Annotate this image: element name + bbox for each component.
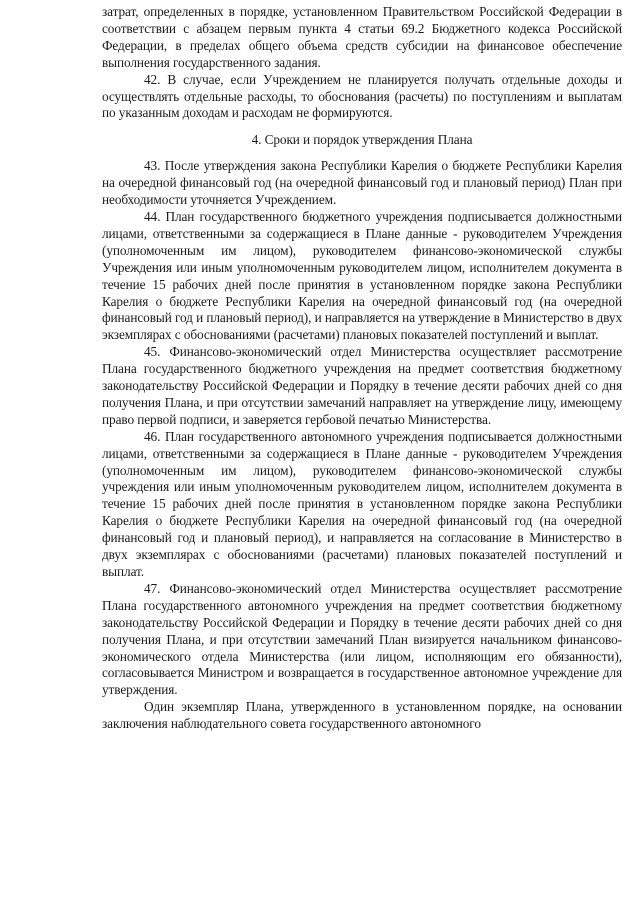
section-heading-4: 4. Сроки и порядок утверждения Плана <box>251 132 473 148</box>
paragraph-44: 44. План государственного бюджетного учреждения подписывается должностными лицами, ответственными за содержащиеся в Плане данные - руководителем Учреждения (уполномоченным им лицом), руководителем финансово-экономической службы Учреждения или иным уполномоченным руководителем лицом, исполнителем документа в течение 15 рабочих дней после принятия в установленном порядке закона Республики Карелия о бюджете Республики Карелия на очередной финансовый год (на очередной финансовый год и плановый период), и направляется на утверждение в Министерство в двух экземплярах с обоснованиями (расчетами) плановых показателей поступлений и выплат. <box>102 208 622 343</box>
paragraph-43: 43. После утверждения закона Республики Карелия о бюджете Республики Карелия на очередной финансовый год (на очередной финансовый год и плановый период) План при необходимости уточняется Учреждением. <box>102 158 622 208</box>
paragraph-42: 42. В случае, если Учреждением не планируется получать отдельные доходы и осуществлять отдельные расходы, то обоснования (расчеты) по поступлениям и выплатам по указанным доходам и расходам не формируются. <box>102 71 622 121</box>
paragraph-48: Один экземпляр Плана, утвержденного в установленном порядке, на основании заключения наблюдательного совета государственного автономного <box>102 699 622 732</box>
paragraph-47: 47. Финансово-экономический отдел Министерства осуществляет рассмотрение Плана государственного автономного учреждения на предмет соответствия бюджетному законодательству Российской Федерации и Порядку в течение десяти рабочих дней со дня получения Плана, и при отсутствии замечаний План визируется начальником финансово-экономического отдела Министерства (или лицом, исполняющим его обязанности), согласовывается Министром и возвращается в государственное автономное учреждение для утверждения. <box>102 580 622 698</box>
paragraph-46: 46. План государственного автономного учреждения подписывается должностными лицами, ответственными за содержащиеся в Плане данные - руководителем Учреждения (уполномоченным им лицом), руководителем финансово-экономической службы учреждения или иным уполномоченным руководителем лицом, исполнителем документа в течение 15 рабочих дней после принятия в установленном порядке закона Республики Карелия о бюджете Республики Карелия на очередной финансовый год (на очередной финансовый год и плановый период), и направляется на согласование в Министерство в двух экземплярах с обоснованиями (расчетами) плановых показателей поступлений и выплат. <box>102 428 622 579</box>
paragraph-continuation: затрат, определенных в порядке, установленном Правительством Российской Федерации в соответствии с абзацем первым пункта 4 статьи 69.2 Бюджетного кодекса Российской Федерации, в пределах общего объема средств субсидии на финансовое обеспечение выполнения государственного задания. <box>102 4 622 70</box>
document-page <box>102 4 622 733</box>
paragraph-45: 45. Финансово-экономический отдел Министерства осуществляет рассмотрение Плана государственного бюджетного учреждения на предмет соответствия бюджетному законодательству Российской Федерации и Порядку в течение десяти рабочих дней со дня получения Плана, и при отсутствии замечаний направляет на утверждение лицу, имеющему право первой подписи, и заверяется гербовой печатью Министерства. <box>102 344 622 427</box>
